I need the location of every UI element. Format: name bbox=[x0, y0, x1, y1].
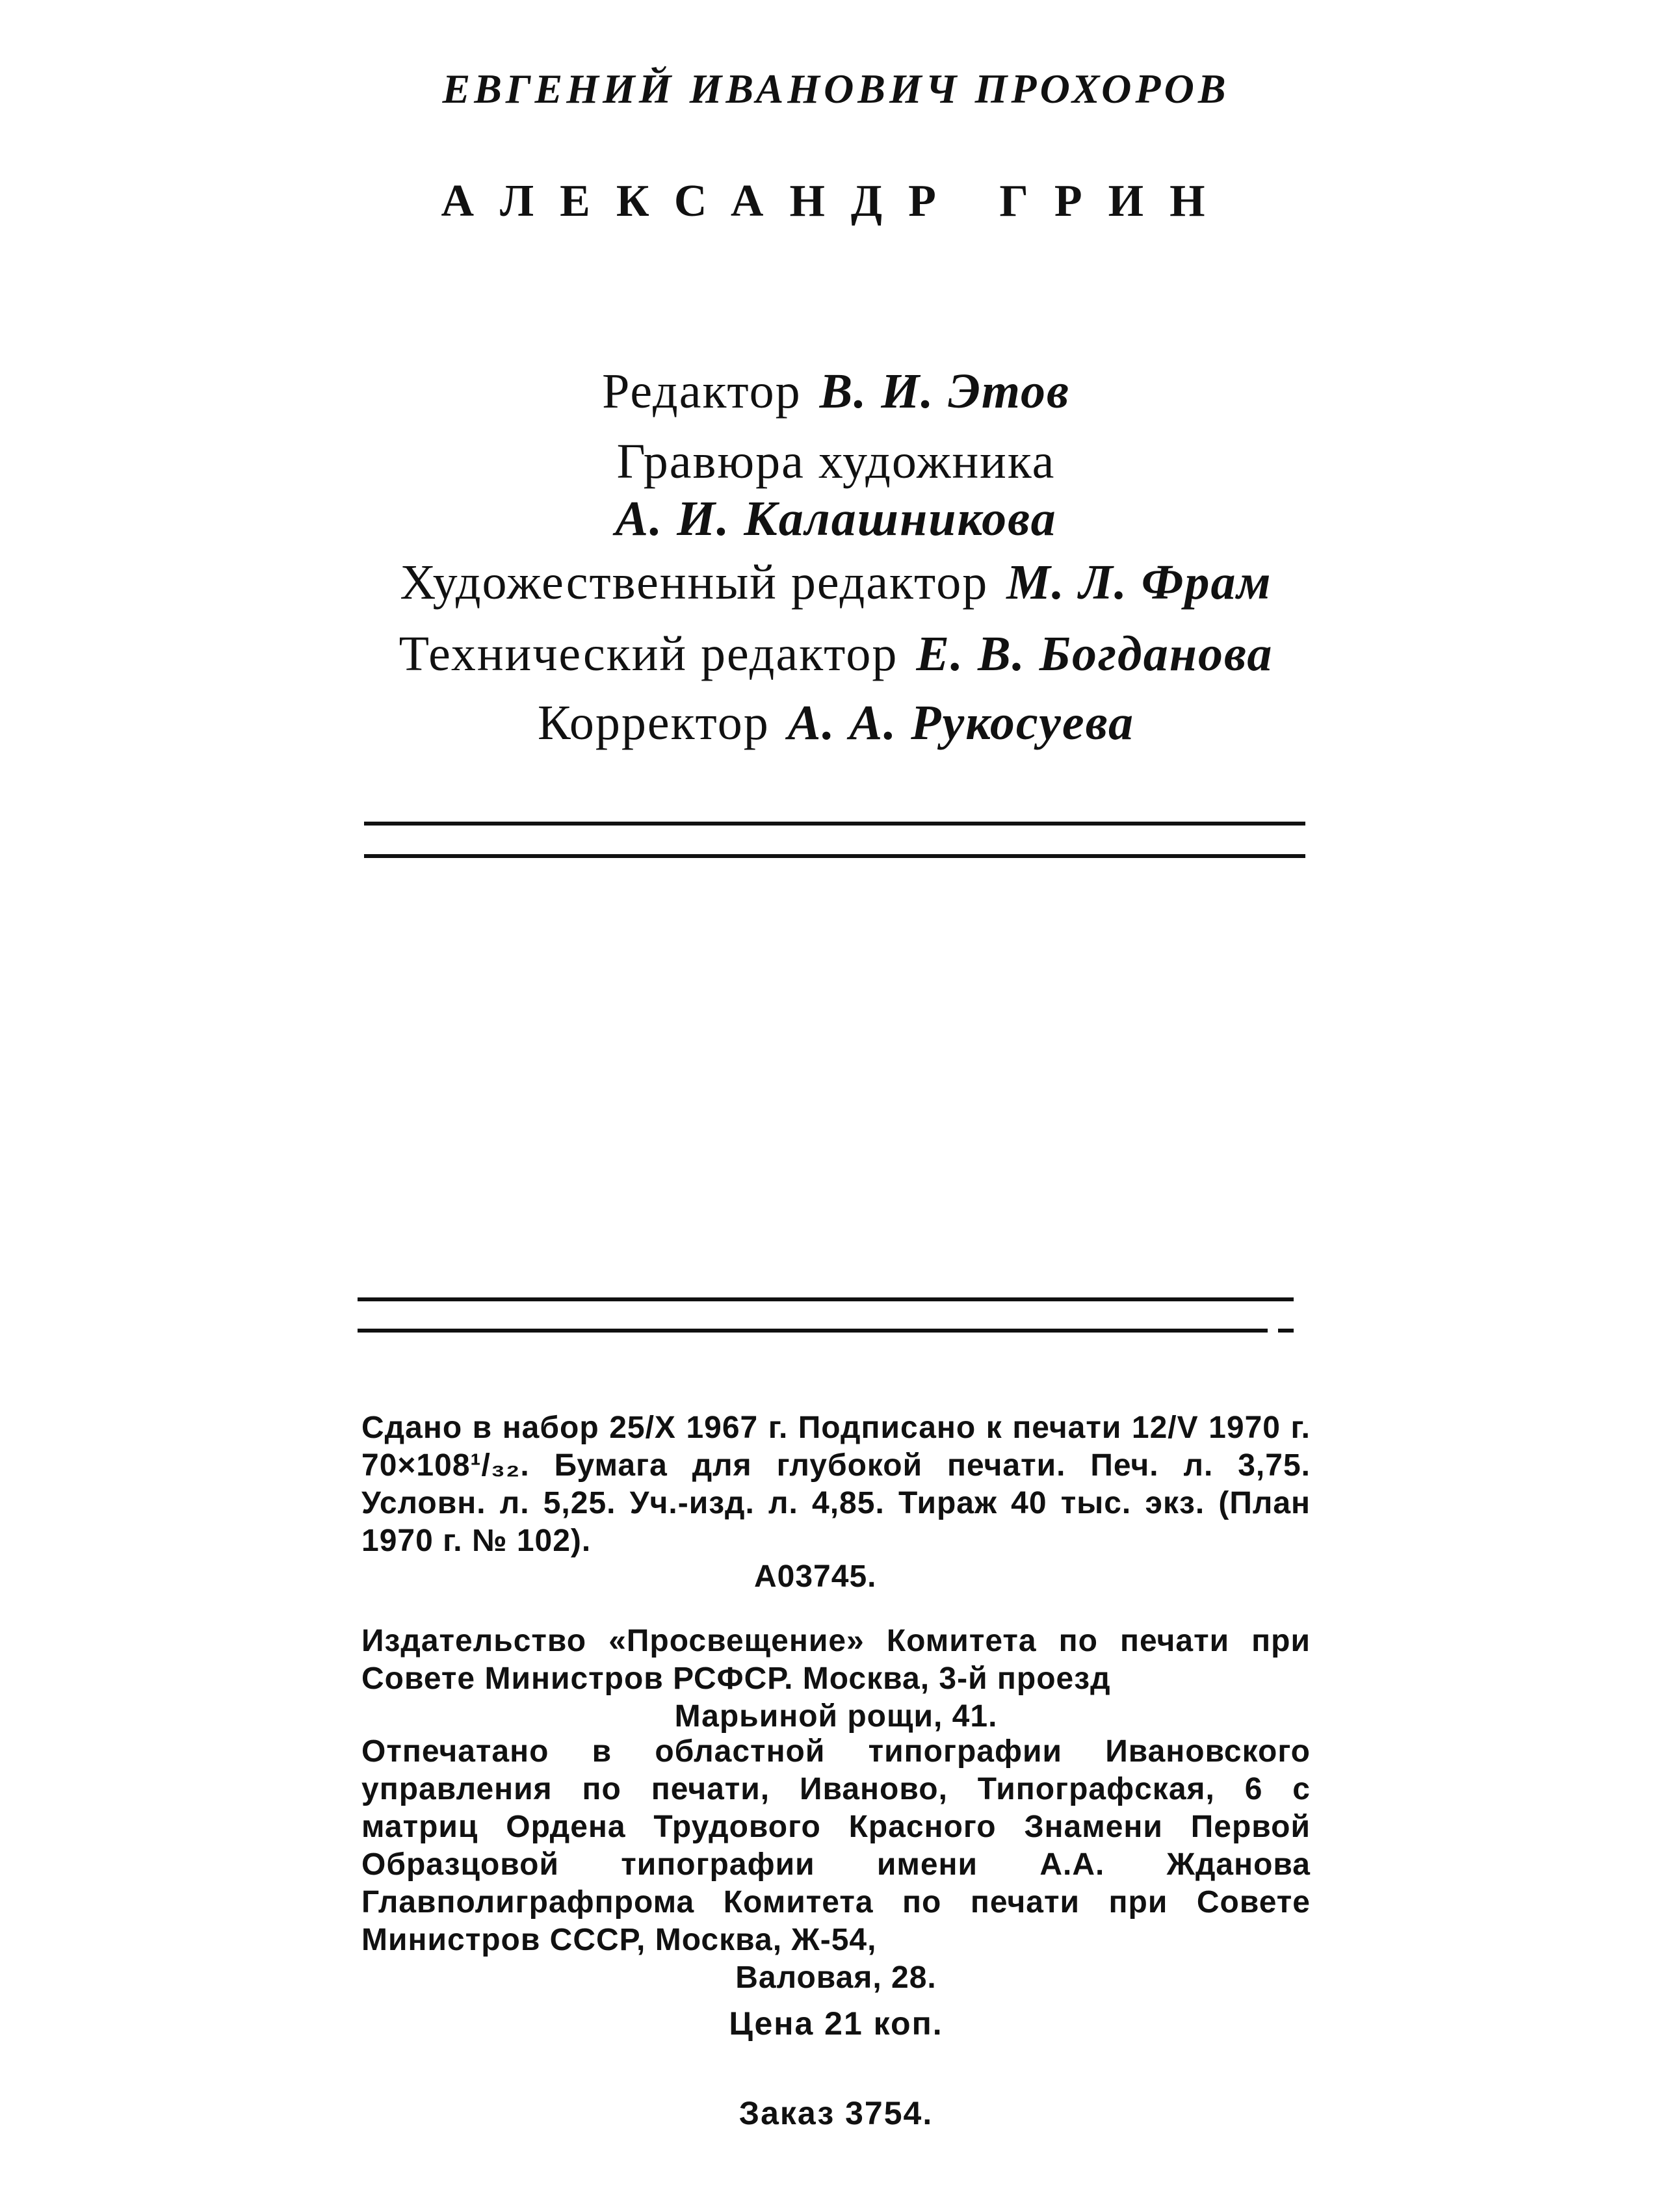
credit-role: Художественный редактор bbox=[400, 555, 989, 610]
book-title: АЛЕКСАНДР ГРИН bbox=[441, 176, 1231, 226]
imprint-printer bbox=[361, 1733, 1311, 1997]
imprint-code: А03745. bbox=[754, 1559, 877, 1594]
credit-person: М. Л. Фрам bbox=[1006, 555, 1272, 610]
credit-person: В. И. Этов bbox=[819, 364, 1070, 419]
publisher-address: Марьиной рощи, 41. bbox=[674, 1699, 998, 1734]
imprint-publisher bbox=[361, 1622, 1311, 1736]
credit-role: Корректор bbox=[537, 696, 770, 750]
printer-address: Валовая, 28. bbox=[735, 1960, 937, 1995]
credit-person: Е. В. Богданова bbox=[916, 627, 1274, 681]
credit-engraver bbox=[0, 484, 1672, 554]
divider-lower-1 bbox=[358, 1297, 1294, 1301]
credit-editor bbox=[0, 356, 1672, 426]
credit-tech-editor bbox=[0, 619, 1672, 689]
price: Цена 21 коп. bbox=[729, 2005, 943, 2042]
printer-text: Отпечатано в областной типографии Ивановского управления по печати, Иваново, Типографская, 6 с матриц Ордена Трудового Красного Знамени Первой Образцовой типографии имени А.А. Жданова Главполиграфпрома Комитета по печати при Совете Министров СССР, Москва, Ж-54, bbox=[361, 1734, 1311, 1957]
credit-role: Технический редактор bbox=[398, 627, 898, 681]
credit-art-editor bbox=[0, 547, 1672, 618]
credit-person: А. И. Калашникова bbox=[615, 491, 1057, 546]
divider-lower-2-tail bbox=[1278, 1329, 1294, 1333]
divider-upper-1 bbox=[364, 822, 1305, 826]
credit-person: А. А. Рукосуева bbox=[787, 696, 1135, 750]
publisher-text: Издательство «Просвещение» Комитета по печати при Совете Министров РСФСР. Москва, 3-й проезд bbox=[361, 1624, 1311, 1696]
print-data-text: Сдано в набор 25/X 1967 г. Подписано к печати 12/V 1970 г. 70×108¹/₃₂. Бумага для глубокой печати. Печ. л. 3,75. Условн. л. 5,25. Уч.-изд. л. 4,85. Тираж 40 тыс. экз. (План 1970 г. № 102). bbox=[361, 1411, 1311, 1558]
divider-lower-2 bbox=[358, 1329, 1268, 1333]
author-name: ЕВГЕНИЙ ИВАНОВИЧ ПРОХОРОВ bbox=[442, 66, 1230, 112]
divider-upper-2 bbox=[364, 854, 1305, 858]
credit-proofreader bbox=[0, 688, 1672, 758]
credit-role: Гравюра художника bbox=[616, 434, 1056, 489]
order-number: Заказ 3754. bbox=[738, 2095, 934, 2131]
imprint-print-data bbox=[361, 1409, 1311, 1560]
credit-role: Редактор bbox=[602, 364, 802, 419]
